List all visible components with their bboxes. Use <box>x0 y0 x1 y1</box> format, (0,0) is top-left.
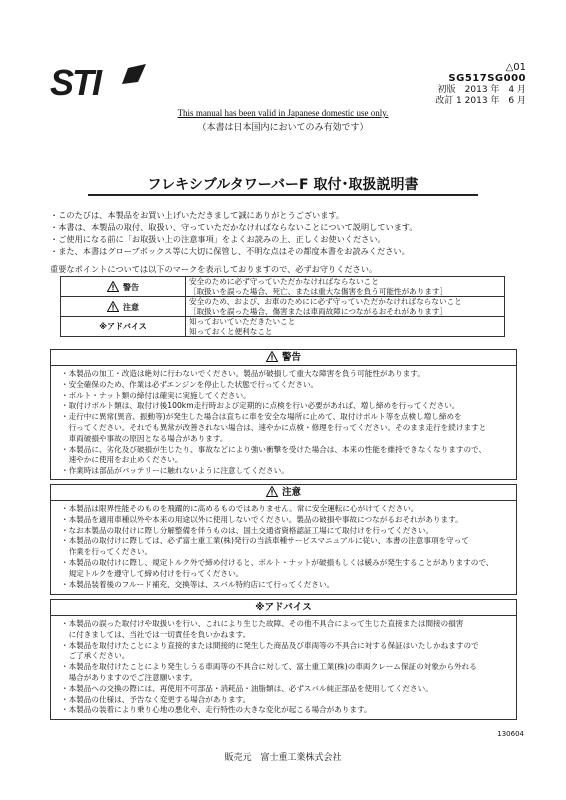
warning-line: ・本製品に、劣化及び破損が生じたり、事故などにより強い衝撃を受けた場合は、本来の性能を維持できなくなりますので、 <box>61 444 487 454</box>
marks-row-advice <box>61 317 505 337</box>
caution-line: ・本製品は限界性能そのものを飛躍的に高めるものではありません。常に安全運転に心がけてください。 <box>61 504 419 513</box>
advice-box-body <box>51 616 516 716</box>
warning-triangle-icon <box>266 486 278 497</box>
advice-box-heading <box>51 600 516 616</box>
marks-desc-line: 安全のために必ず守っていただかなければならないこと <box>189 277 379 286</box>
marks-desc-cell <box>186 317 505 337</box>
sti-logo-star-mark <box>122 64 146 84</box>
warning-line: ・取付けボルト類は、取付け後100km走行時および定期的に点検を行い必要があれば、増し締めを行ってください。 <box>61 401 460 411</box>
warning-triangle-icon <box>107 301 119 312</box>
warning-heading-text: 警告 <box>281 352 301 363</box>
warning-line: 車両破損や事故の原因となる場合があります。 <box>61 433 228 443</box>
revision-date: 改訂 1 2013 年 6 月 <box>435 96 526 106</box>
warning-box-body <box>51 366 516 477</box>
marks-label: 注意 <box>123 302 139 312</box>
marks-desc-line: ［取扱いを誤った場合、死亡、または重大な傷害を負う可能性があります］ <box>189 286 448 296</box>
warning-line: 速やかに使用をお止めください。 <box>61 455 183 465</box>
marks-label-cell <box>61 317 186 337</box>
marks-desc-cell <box>186 297 505 317</box>
caution-line: 作業を行ってください。 <box>61 547 153 557</box>
warning-line: 行ってください。それでも異常が改善されない場合は、速やかに点検・修理を行ってください。そのまま走行を続けますと <box>61 422 487 432</box>
warning-triangle-icon <box>266 351 278 362</box>
caution-heading-text: 注意 <box>281 487 301 498</box>
marks-row-warning <box>61 277 505 297</box>
marks-desc-line: 知っておくと便利なこと <box>189 326 273 336</box>
marks-desc-line: 安全のため、および、お車のためにに必ず守っていただかなければならないこと <box>189 297 462 306</box>
intro-line: ・ご使用になる前に「お取扱い上の注意事項」をよくお読みの上、正しくお使いください。 <box>50 234 386 244</box>
revision-mark: △01 <box>505 62 526 73</box>
caution-line: ・本製品の取付けに際し、規定トルク外で締め付けると、ボルト・ナットが破損もしくは緩みが発生することがありますので、 <box>61 557 494 567</box>
marks-label-cell <box>61 277 186 297</box>
marks-label: 警告 <box>123 282 139 292</box>
advice-line: ・本製品の装着により乗り心地の悪化や、走行特性の大きな変化が起こる場合があります。 <box>61 705 372 715</box>
marks-desc-line: 知っておいていただきたいこと <box>189 317 296 326</box>
footer-code: 130604 <box>497 730 524 738</box>
marks-legend-table <box>60 276 505 337</box>
marks-label-cell <box>61 297 186 317</box>
warning-line: ・ボルト・ナット類の締付は確実に実施してください。 <box>61 390 251 400</box>
warning-box <box>50 349 517 480</box>
marks-heading: 重要なポイントについては以下のマークを表示しておりますので、必ずお守りください。 <box>50 264 378 274</box>
advice-line: 場合がありますのでご注意願います。 <box>61 672 198 682</box>
advice-line: ・本製品の誤った取付けや取扱いを行い、これにより生じた故障、その他不具合によって生じた直接または間接の損害 <box>61 619 464 628</box>
warning-triangle-icon <box>107 281 119 292</box>
warning-line: ・作業時は部品がバッテリーに触れないように注意してください。 <box>61 466 289 476</box>
caution-box-heading <box>51 485 516 501</box>
validity-note-english: This manual has been valid in Japanese domestic use only. <box>177 108 389 118</box>
seller-line: 販売元 富士重工業株式会社 <box>224 753 342 763</box>
marks-row-caution <box>61 297 505 317</box>
first-edition-date: 初版 2013 年 4 月 <box>437 85 526 95</box>
marks-desc-line: ［取扱いを誤った場合、傷害または車両故障につながるおそれがあります］ <box>189 306 448 316</box>
caution-line: ・本製品装着後のフルード補充、交換等は、スバル特約店にて行ってください。 <box>61 579 335 589</box>
warning-line: ・安全確保のため、作業は必ずエンジンを停止した状態で行ってください。 <box>61 379 319 389</box>
advice-box <box>50 599 517 720</box>
advice-line: に付きましては、当社では一切責任を負いかねます。 <box>61 629 251 639</box>
document-number: SG517SG000 <box>448 73 526 84</box>
intro-line: ・また、本書はグローブボックス等に大切に保管し、不明な点はその都度本書をお読みください。 <box>50 246 410 256</box>
page-title: フレキシブルタワーバーF 取付･取扱説明書 <box>88 176 478 196</box>
intro-line: ・本書は、本製品の取付、取扱い、守っていただかなければならないことについて説明しています。 <box>50 222 418 232</box>
intro-line: ・このたびは、本製品をお買い上げいただきまして誠にありがとうございます。 <box>50 210 345 220</box>
marks-label: ※アドバイス <box>99 321 147 331</box>
warning-box-heading <box>51 350 516 366</box>
caution-line: ・本製品を適用車種以外や本来の用途以外に使用しないでください。製品の破損や事故につながるおそれがあります。 <box>61 514 463 524</box>
sti-logo-text: STI <box>50 62 101 102</box>
warning-line: ・本製品の加工・改造は絶対に行わないでください。製品が破損して重大な障害を負う可能性があります。 <box>61 369 425 378</box>
caution-line: 規定トルクを遵守して締め付けを行ってください。 <box>61 568 244 578</box>
advice-line: ・本製品への交換の際には、再使用不可部品・消耗品・油脂類は、必ずスバル純正部品を使用してください。 <box>61 683 433 693</box>
warning-line: ・走行中に異常(異音、振動等)が発生した場合は直ちに車を安全な場所に止めて、取付けボルト等を点検し増し締めを <box>61 412 462 422</box>
caution-box <box>50 484 517 595</box>
marks-desc-cell <box>186 277 505 297</box>
advice-line: ・本製品の仕様は、予告なく変更する場合があります。 <box>61 694 251 704</box>
validity-note-japanese: （本書は日本国内においてのみ有効です） <box>197 122 369 132</box>
sti-logo <box>50 62 150 102</box>
advice-line: ・本製品を取付けたことにより直接的または間接的に発生した商品及び車両等の不具合に対する保証はいたしかねますので <box>61 640 479 650</box>
caution-line: ・本製品の取付けに際しては、必ず富士重工業(株)発行の当該車種サービスマニュアルに従い、本書の注意事項を守って <box>61 536 469 546</box>
caution-box-body <box>51 501 516 590</box>
caution-line: ・なお本製品の取付けに際し分解整備を伴うものは、国土交通省資格認証工場にて取付けを行ってください。 <box>61 525 434 535</box>
advice-line: ・本製品を取付けたことにより発生しうる車両等の不具合に対して、富士重工業(株)の車両クレーム保証の対象から外れる <box>61 662 477 672</box>
advice-heading-text: ※アドバイス <box>255 602 312 613</box>
advice-line: ご了承ください。 <box>61 651 130 661</box>
intro-section <box>50 209 520 257</box>
